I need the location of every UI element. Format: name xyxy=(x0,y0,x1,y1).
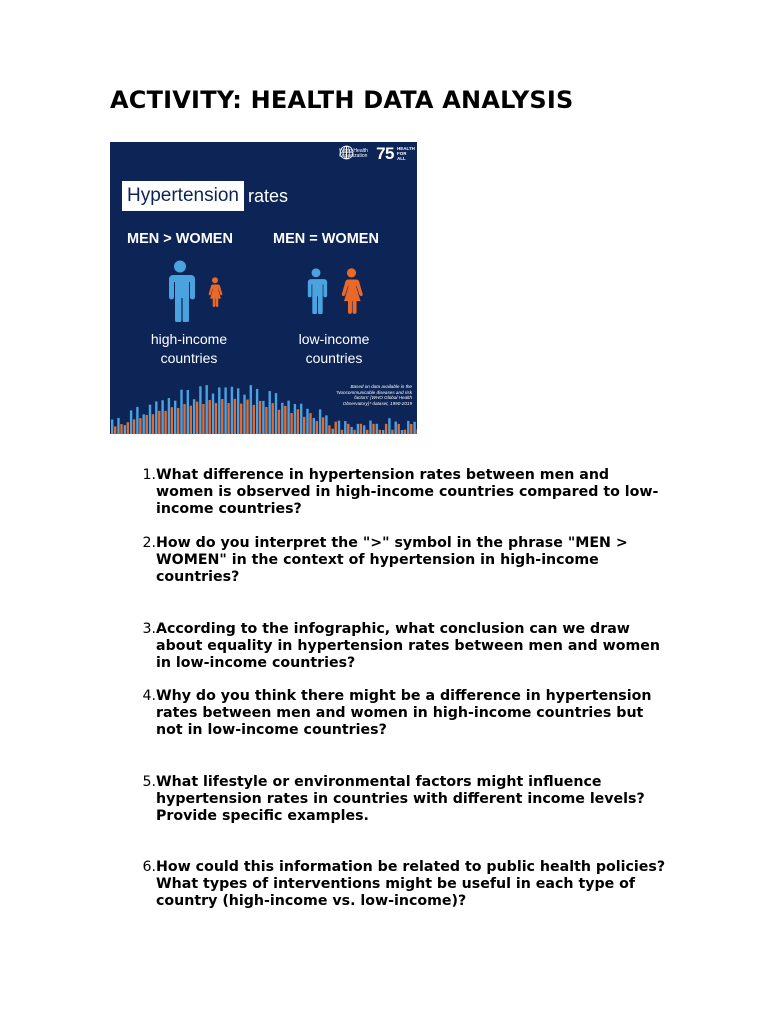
decorative-bar xyxy=(253,405,255,434)
decorative-bar xyxy=(328,425,330,434)
decorative-bar xyxy=(281,403,283,434)
decorative-bar xyxy=(250,385,252,434)
decorative-bar xyxy=(262,401,264,434)
who-emblem-icon xyxy=(339,145,354,160)
decorative-bar xyxy=(139,418,141,434)
decorative-bar xyxy=(353,430,355,434)
heading-highlight: Hypertension xyxy=(122,181,244,211)
woman-icon xyxy=(207,277,223,307)
decorative-bar xyxy=(372,424,374,434)
decorative-bar xyxy=(209,400,211,434)
decorative-bar xyxy=(124,425,126,434)
decorative-bar xyxy=(306,409,308,434)
decorative-bar xyxy=(404,430,406,434)
question-item xyxy=(110,859,670,909)
decorative-bar xyxy=(133,419,135,434)
infographic-heading xyxy=(122,181,288,211)
left-comparison-label: MEN > WOMEN xyxy=(127,231,233,247)
decorative-bar xyxy=(357,424,359,434)
question-number: 2. xyxy=(142,535,156,551)
decorative-bar xyxy=(275,393,277,434)
right-comparison-label: MEN = WOMEN xyxy=(273,231,379,247)
question-item xyxy=(110,688,670,738)
decorative-bar xyxy=(117,418,119,434)
decorative-bar xyxy=(338,421,340,434)
decorative-bar xyxy=(221,399,223,434)
decorative-bar xyxy=(413,422,415,434)
decorative-bar xyxy=(187,390,189,434)
decorative-bar xyxy=(206,385,208,434)
man-icon xyxy=(304,268,328,314)
decorative-bar xyxy=(309,413,311,434)
decorative-bar xyxy=(199,386,201,434)
decorative-bar xyxy=(152,414,154,434)
decorative-bar xyxy=(168,398,170,434)
decorative-bar xyxy=(259,401,261,434)
decorative-bar xyxy=(171,407,173,434)
decorative-bar xyxy=(114,426,116,434)
decorative-bar xyxy=(385,424,387,434)
decorative-bar xyxy=(335,422,337,434)
question-number: 1. xyxy=(142,467,156,483)
question-text: What difference in hypertension rates between men and women is observed in high-income countries compared to low-income countries? xyxy=(156,467,659,517)
decorative-bar xyxy=(127,422,129,434)
decorative-bar xyxy=(297,409,299,434)
decorative-bar xyxy=(366,430,368,434)
decorative-bar xyxy=(130,410,132,434)
decorative-bar xyxy=(269,391,271,434)
decorative-bar xyxy=(407,421,409,434)
decorative-bar xyxy=(218,387,220,434)
left-group-label: high-income countries xyxy=(150,331,228,366)
question-number: 4. xyxy=(142,688,156,704)
question-text: How could this information be related to public health policies? What types of interventions might be useful in each type of country (high-income vs. low-income)? xyxy=(156,859,666,909)
decorative-bar xyxy=(120,424,122,434)
decorative-bar xyxy=(231,387,233,434)
decorative-bar xyxy=(202,404,204,434)
question-number: 3. xyxy=(142,621,156,637)
heading-rest: rates xyxy=(247,186,288,206)
who-logo xyxy=(339,145,413,162)
decorative-bar xyxy=(322,417,324,434)
decorative-bar xyxy=(161,400,163,434)
question-item xyxy=(110,535,670,585)
decorative-bar xyxy=(287,401,289,434)
decorative-bar xyxy=(332,429,334,434)
decorative-bar xyxy=(193,399,195,434)
decorative-bar xyxy=(224,387,226,434)
decorative-bar xyxy=(379,430,381,434)
decorative-bar xyxy=(111,420,113,434)
question-item xyxy=(110,774,670,824)
decorative-bar xyxy=(149,405,151,434)
decorative-bar xyxy=(196,402,198,434)
decorative-bar xyxy=(284,406,286,434)
decorative-bar xyxy=(319,409,321,434)
who-name: World Health Organization xyxy=(339,147,368,159)
decorative-bar xyxy=(360,424,362,434)
decorative-bar xyxy=(401,430,403,434)
man-icon xyxy=(164,260,196,322)
decorative-bar xyxy=(183,404,185,434)
decorative-bar xyxy=(164,411,166,434)
decorative-bar xyxy=(416,430,417,434)
decorative-bar xyxy=(395,422,397,434)
tagline: HEALTH FOR ALL xyxy=(397,146,415,161)
decorative-bar xyxy=(344,421,346,434)
decorative-bar xyxy=(388,418,390,434)
page-title: ACTIVITY: HEALTH DATA ANALYSIS xyxy=(110,86,574,114)
decorative-bar xyxy=(246,400,248,434)
question-item xyxy=(110,621,670,671)
question-number: 6. xyxy=(142,859,156,875)
decorative-bar xyxy=(300,404,302,434)
right-group-label: low-income countries xyxy=(298,331,370,366)
decorative-bar xyxy=(155,401,157,434)
question-text: How do you interpret the ">" symbol in the phrase "MEN > WOMEN" in the context of hypertension in high-income countries? xyxy=(156,535,628,585)
decorative-bar xyxy=(316,421,318,434)
decorative-bar xyxy=(272,403,274,434)
decorative-bar xyxy=(290,413,292,434)
decorative-bar xyxy=(234,399,236,434)
decorative-bar xyxy=(369,420,371,434)
woman-icon xyxy=(339,268,364,314)
question-text: Why do you think there might be a difference in hypertension rates between men and women in high-income countries but not in low-income countries? xyxy=(156,688,652,738)
decorative-bar xyxy=(347,424,349,434)
question-number: 5. xyxy=(142,774,156,790)
decorative-bar xyxy=(174,401,176,434)
decorative-bar xyxy=(410,424,412,434)
decorative-bar xyxy=(256,389,258,434)
anniversary-number: 75 xyxy=(376,144,394,163)
hypertension-infographic xyxy=(110,142,417,434)
question-text: What lifestyle or environmental factors might influence hypertension rates in countries with different income levels? Provide specific examples. xyxy=(156,774,645,824)
question-text: According to the infographic, what conclusion can we draw about equality in hypertension rates between men and women in low-income countries? xyxy=(156,621,660,671)
decorative-bar xyxy=(398,424,400,434)
decorative-bar xyxy=(215,403,217,434)
decorative-bar xyxy=(146,415,148,434)
decorative-bar xyxy=(313,418,315,434)
decorative-bar xyxy=(265,407,267,434)
decorative-bar xyxy=(294,404,296,434)
decorative-bar xyxy=(136,407,138,434)
decorative-bar xyxy=(325,415,327,434)
decorative-bar xyxy=(237,388,239,434)
decorative-bar xyxy=(243,395,245,434)
decorative-bar xyxy=(391,430,393,434)
source-note: Based on data available in the 'Noncommunicable diseases and risk factors' (WHO Global Health Observatory)* dataset, 1990-2019 xyxy=(336,384,412,406)
decorative-bar xyxy=(363,425,365,434)
decorative-bar xyxy=(180,390,182,434)
decorative-bar xyxy=(350,427,352,434)
decorative-bar xyxy=(143,414,145,434)
decorative-bar xyxy=(177,408,179,434)
decorative-bar xyxy=(240,404,242,434)
decorative-bar xyxy=(303,417,305,434)
decorative-bar xyxy=(190,406,192,434)
decorative-bar xyxy=(212,394,214,434)
decorative-bar xyxy=(278,410,280,434)
decorative-bar xyxy=(158,411,160,434)
decorative-bar xyxy=(376,424,378,434)
decorative-bar xyxy=(227,403,229,434)
decorative-bar xyxy=(341,430,343,434)
decorative-bar xyxy=(382,430,384,434)
question-item xyxy=(110,467,670,517)
